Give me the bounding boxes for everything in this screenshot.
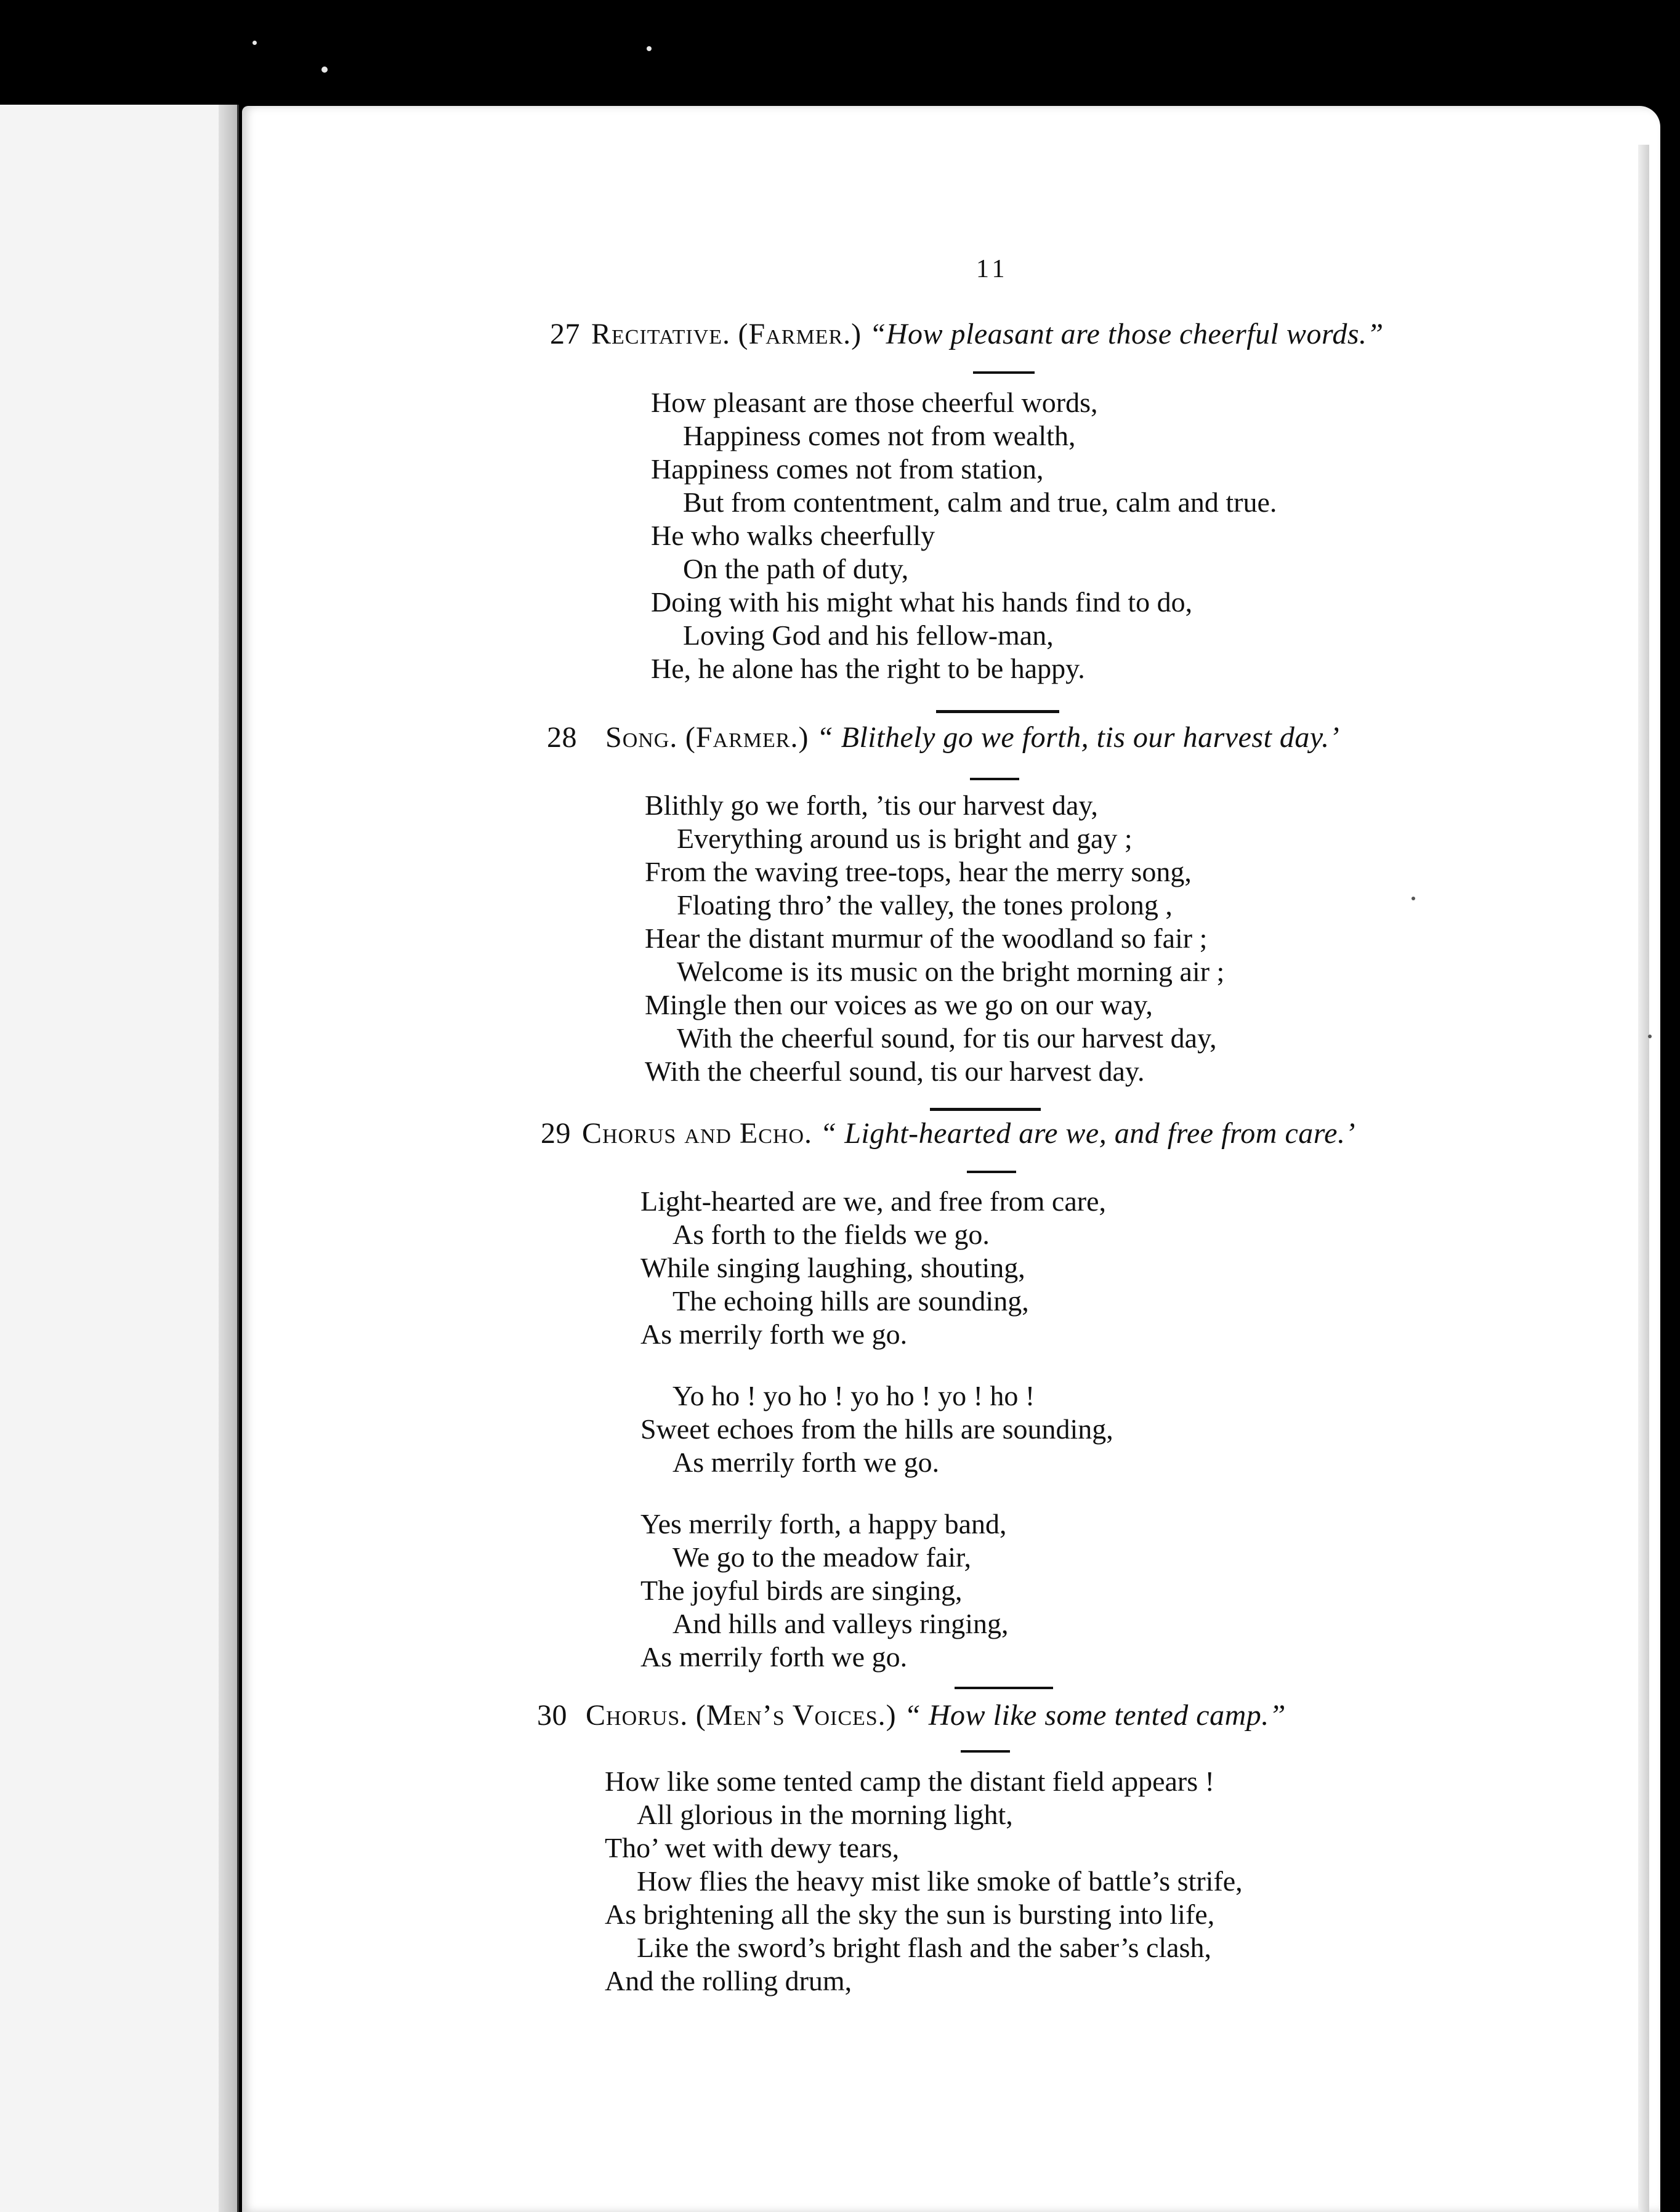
verse-line: Everything around us is bright and gay ; <box>677 823 1133 854</box>
verse-block <box>651 386 1277 685</box>
piece-number: 27 <box>550 318 580 350</box>
verse-line: How like some tented camp the distant field appears ! <box>605 1766 1214 1797</box>
piece-performer: (Farmer.) <box>738 318 862 350</box>
piece-kind: Chorus. <box>586 1699 689 1732</box>
verse-line: As forth to the fields we go. <box>672 1219 990 1250</box>
verse-line: How flies the heavy mist like smoke of battle’s strife, <box>637 1865 1243 1897</box>
scan-mark <box>1411 897 1415 900</box>
verse-line: Doing with his might what his hands find to do, <box>651 586 1193 618</box>
section-rule <box>955 1687 1053 1689</box>
verse-line: He who walks cheerfully <box>651 520 935 551</box>
verse-line: Like the sword’s bright flash and the saber’s clash, <box>637 1932 1211 1963</box>
piece-heading <box>550 317 1384 351</box>
verse-line: How pleasant are those cheerful words, <box>651 387 1098 418</box>
verse-line: Hear the distant murmur of the woodland so fair ; <box>645 922 1208 954</box>
verse-line: Floating thro’ the valley, the tones prolong , <box>677 889 1173 921</box>
dust-speck <box>321 67 328 73</box>
piece-number: 29 <box>541 1117 571 1150</box>
verse-line: Happiness comes not from station, <box>651 453 1044 485</box>
verse-line: The joyful birds are singing, <box>640 1575 963 1606</box>
piece-performer: (Farmer.) <box>685 721 809 754</box>
piece-performer: (Men’s Voices.) <box>695 1699 897 1732</box>
piece-number: 30 <box>537 1699 567 1732</box>
verse-line: And the rolling drum, <box>605 1965 852 1996</box>
stanza-gap <box>640 1351 1113 1379</box>
heading-rule <box>970 778 1019 780</box>
verse-line: Tho’ wet with dewy tears, <box>605 1832 900 1863</box>
piece-first-line: “ How like some tented camp.” <box>904 1699 1286 1732</box>
verse-block <box>645 789 1224 1088</box>
piece-number: 28 <box>547 721 577 754</box>
dust-speck <box>647 46 652 51</box>
verse-block <box>640 1185 1113 1674</box>
piece-kind: Chorus and Echo. <box>582 1117 813 1150</box>
verse-line: He, he alone has the right to be happy. <box>651 653 1085 684</box>
stanza-gap <box>640 1479 1113 1508</box>
verse-line: Happiness comes not from wealth, <box>683 420 1076 451</box>
verse-line: As brightening all the sky the sun is bursting into life, <box>605 1899 1215 1930</box>
piece-first-line: “How pleasant are those cheerful words.” <box>869 318 1384 350</box>
heading-rule <box>973 371 1035 374</box>
verse-line: Blithly go we forth, ’tis our harvest day, <box>645 789 1098 821</box>
verse-line: While singing laughing, shouting, <box>640 1252 1025 1283</box>
section-rule <box>930 1108 1041 1111</box>
verse-line: On the path of duty, <box>683 553 909 584</box>
section-rule <box>936 710 1059 713</box>
piece-heading <box>541 1116 1355 1150</box>
verse-line: Loving God and his fellow-man, <box>683 620 1054 651</box>
verse-line: All glorious in the morning light, <box>637 1799 1013 1830</box>
heading-rule <box>961 1750 1010 1753</box>
verse-line: Sweet echoes from the hills are sounding, <box>640 1413 1113 1445</box>
book-gutter <box>219 105 237 2212</box>
verse-line: But from contentment, calm and true, calm and true. <box>683 486 1277 518</box>
verse-block <box>605 1765 1243 1998</box>
piece-first-line: “ Light-hearted are we, and free from care.’ <box>820 1117 1355 1150</box>
verse-line: Welcome is its music on the bright morning air ; <box>677 956 1225 987</box>
left-page <box>0 105 239 2212</box>
verse-line: Yo ho ! yo ho ! yo ho ! yo ! ho ! <box>672 1380 1035 1411</box>
page-edge <box>1638 145 1649 2212</box>
piece-heading <box>547 721 1339 754</box>
verse-line: And hills and valleys ringing, <box>672 1608 1009 1639</box>
verse-line: Mingle then our voices as we go on our way, <box>645 989 1153 1020</box>
verse-line: The echoing hills are sounding, <box>672 1285 1029 1317</box>
verse-line: From the waving tree-tops, hear the merry song, <box>645 856 1192 887</box>
verse-line: With the cheerful sound, tis our harvest day. <box>645 1056 1145 1087</box>
dust-speck <box>252 41 257 45</box>
piece-heading <box>537 1698 1286 1732</box>
verse-line: With the cheerful sound, for tis our harvest day, <box>677 1022 1217 1054</box>
piece-kind: Recitative. <box>591 318 731 350</box>
verse-line: As merrily forth we go. <box>672 1447 940 1478</box>
page-number: 11 <box>976 255 1009 283</box>
heading-rule <box>967 1171 1016 1173</box>
verse-line: We go to the meadow fair, <box>672 1541 971 1573</box>
piece-first-line: “ Blithely go we forth, tis our harvest day.’ <box>816 721 1340 754</box>
piece-kind: Song. <box>605 721 678 754</box>
verse-line: As merrily forth we go. <box>640 1318 908 1350</box>
verse-line: Light-hearted are we, and free from care, <box>640 1185 1106 1217</box>
verse-line: As merrily forth we go. <box>640 1641 908 1673</box>
scan-mark <box>1648 1035 1652 1038</box>
verse-line: Yes merrily forth, a happy band, <box>640 1508 1007 1540</box>
